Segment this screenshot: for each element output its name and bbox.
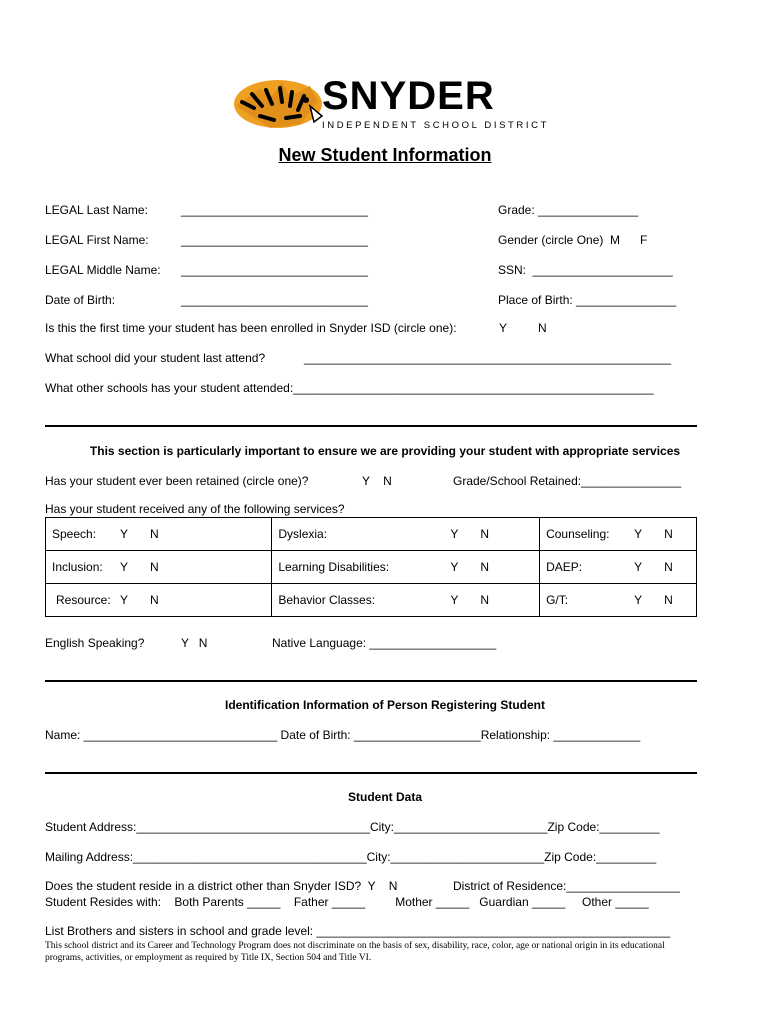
service-label: Speech: <box>52 527 97 541</box>
service-label: G/T: <box>546 593 569 607</box>
resides-with-field[interactable]: Student Resides with: Both Parents _____ Father _____ Mother _____ Guardian _____ Other _____ <box>45 895 649 909</box>
service-yes[interactable]: Y <box>120 527 129 541</box>
section-divider <box>45 425 697 427</box>
middle-name-label: LEGAL Middle Name: <box>45 263 161 277</box>
service-label: Learning Disabilities: <box>278 560 390 574</box>
section-divider <box>45 772 697 774</box>
service-label: Dyslexia: <box>278 527 328 541</box>
id-heading: Identification Information of Person Registering Student <box>224 698 545 712</box>
service-no[interactable]: N <box>664 593 673 607</box>
service-yes[interactable]: Y <box>634 560 643 574</box>
service-label: DAEP: <box>546 560 583 574</box>
english-speaking-label: English Speaking? <box>45 636 145 650</box>
table-row <box>46 518 697 551</box>
page-title: New Student Information <box>278 145 492 165</box>
service-no[interactable]: N <box>480 593 490 607</box>
service-cell <box>540 584 697 617</box>
table-row <box>46 584 697 617</box>
logo-subtitle: INDEPENDENT SCHOOL DISTRICT <box>322 120 549 131</box>
service-no[interactable]: N <box>150 560 159 574</box>
services-table <box>45 517 697 617</box>
service-no[interactable]: N <box>150 593 159 607</box>
first-time-question: Is this the first time your student has been enrolled in Snyder ISD (circle one): <box>45 321 457 335</box>
service-cell <box>272 518 540 551</box>
native-language-field[interactable]: Native Language: ___________________ <box>272 636 497 650</box>
student-data-heading: Student Data <box>347 790 422 804</box>
ssn-field[interactable]: SSN: _____________________ <box>498 263 673 277</box>
service-yes[interactable]: Y <box>120 560 129 574</box>
service-label: Resource: <box>56 593 111 607</box>
service-cell <box>540 518 697 551</box>
service-cell <box>272 551 540 584</box>
last-name-label: LEGAL Last Name: <box>45 203 148 217</box>
first-name-label: LEGAL First Name: <box>45 233 149 247</box>
service-yes[interactable]: Y <box>634 527 643 541</box>
table-row <box>46 551 697 584</box>
gender-field[interactable]: Gender (circle One) M F <box>498 233 648 247</box>
service-yes[interactable]: Y <box>450 560 459 574</box>
section-divider <box>45 680 697 682</box>
registrant-line[interactable]: Name: _____________________________ Date of Birth: ___________________Relationship: _____________ <box>45 728 641 742</box>
service-label: Counseling: <box>546 527 610 541</box>
english-speaking-yn[interactable]: Y N <box>181 636 208 650</box>
siblings-field[interactable]: List Brothers and sisters in school and grade level: _____________________________________________________ <box>45 924 671 938</box>
service-cell <box>272 584 540 617</box>
retained-grade-field[interactable]: Grade/School Retained:_______________ <box>453 474 682 488</box>
district-residence-field[interactable]: District of Residence:_________________ <box>453 879 680 893</box>
mailing-address-field[interactable]: Mailing Address:___________________________________City:_______________________Zip Code:_________ <box>45 850 657 864</box>
last-school-label: What school did your student last attend? <box>45 351 266 365</box>
service-label: Behavior Classes: <box>278 593 376 607</box>
other-schools-field[interactable]: What other schools has your student attended:______________________________________________________ <box>45 381 654 395</box>
dob-label: Date of Birth: <box>45 293 116 307</box>
service-yes[interactable]: Y <box>450 527 459 541</box>
service-yes[interactable]: Y <box>634 593 643 607</box>
first-name-field[interactable]: ____________________________ <box>181 233 368 247</box>
service-no[interactable]: N <box>150 527 159 541</box>
first-time-yes[interactable]: Y <box>499 321 508 335</box>
service-no[interactable]: N <box>664 527 673 541</box>
service-no[interactable]: N <box>664 560 673 574</box>
place-of-birth-field[interactable]: Place of Birth: _______________ <box>498 293 677 307</box>
services-heading: This section is particularly important to ensure we are providing your student with appropriate services <box>89 444 681 458</box>
service-cell <box>46 584 272 617</box>
services-question: Has your student received any of the following services? <box>45 502 345 516</box>
dob-field[interactable]: ____________________________ <box>181 293 368 307</box>
nondiscrimination-notice: This school district and its Career and Technology Program does not discriminate on the basis of sex, disability, race, color, age or national origin in its educational programs, activities, or employment as required by Title IX, Section 504 and Title VI. <box>45 941 665 963</box>
retained-yn[interactable]: Y N <box>362 474 392 488</box>
service-yes[interactable]: Y <box>120 593 129 607</box>
other-district-question[interactable]: Does the student reside in a district other than Snyder ISD? Y N <box>45 879 398 893</box>
retained-question: Has your student ever been retained (circle one)? <box>45 474 309 488</box>
first-time-no[interactable]: N <box>538 321 547 335</box>
service-label: Inclusion: <box>52 560 103 574</box>
logo-name: SNYDER <box>322 74 495 118</box>
service-cell <box>540 551 697 584</box>
district-logo <box>230 72 549 136</box>
service-cell <box>46 518 272 551</box>
student-address-field[interactable]: Student Address:___________________________________City:_______________________Zip Code:_________ <box>45 820 660 834</box>
service-cell <box>46 551 272 584</box>
service-no[interactable]: N <box>480 560 490 574</box>
grade-field[interactable]: Grade: _______________ <box>498 203 639 217</box>
service-yes[interactable]: Y <box>450 593 459 607</box>
last-school-field[interactable]: _______________________________________________________ <box>304 351 672 365</box>
middle-name-field[interactable]: ____________________________ <box>181 263 368 277</box>
service-no[interactable]: N <box>480 527 490 541</box>
last-name-field[interactable]: ____________________________ <box>181 203 368 217</box>
